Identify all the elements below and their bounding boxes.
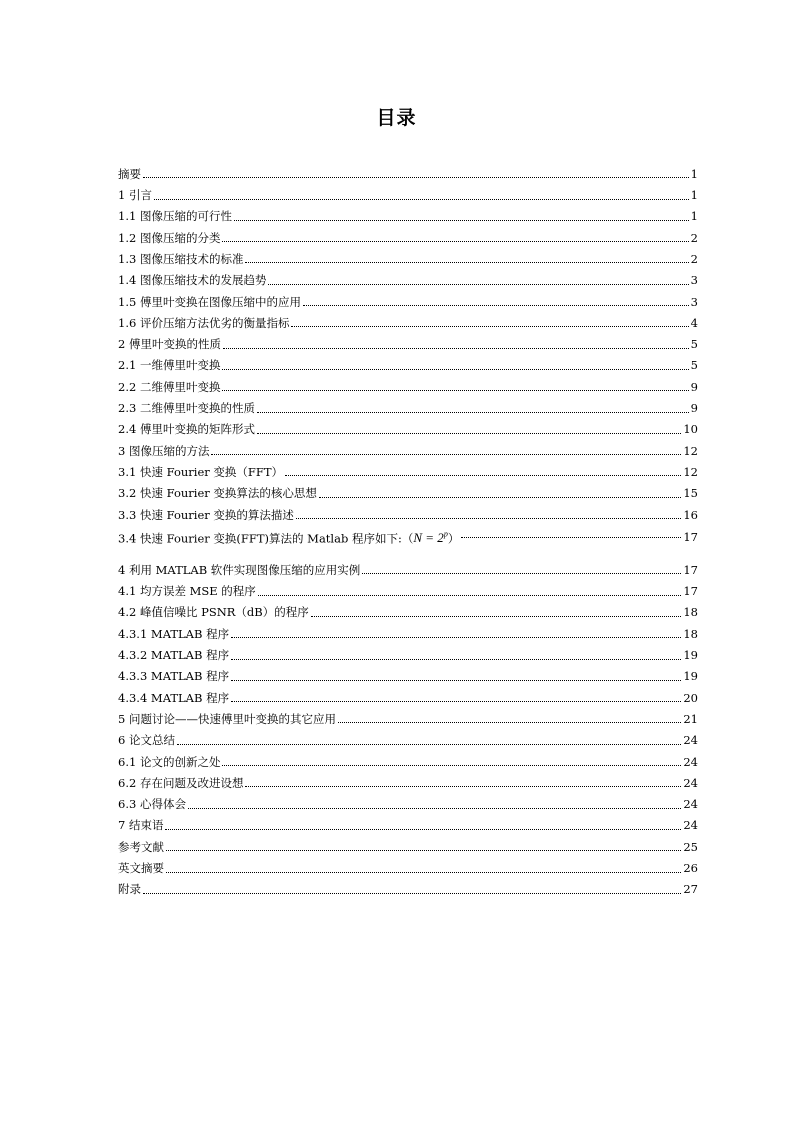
toc-entry-page: 18 [683,605,698,620]
toc-entry-page: 24 [683,733,698,748]
toc-entry[interactable] [118,875,698,896]
toc-entry-page: 17 [683,584,698,599]
toc-entry-label: 3.1 快速 Fourier 变换（FFT） [118,464,284,479]
toc-dot-leader [268,284,688,285]
toc-entry-page: 24 [683,797,698,812]
toc-entry[interactable] [118,725,698,746]
toc-entry-page: 19 [683,669,698,684]
toc-entry-label: 3 图像压缩的方法 [118,443,210,458]
toc-entry-label: 4.3.1 MATLAB 程序 [118,626,230,641]
toc-entry[interactable] [118,393,698,414]
toc-entry[interactable] [118,832,698,853]
toc-entry-label: 4.2 峰值信噪比 PSNR（dB）的程序 [118,605,309,620]
toc-entry-label: 2.2 二维傅里叶变换 [118,379,221,394]
formula-exponent: p [443,530,448,540]
toc-entry[interactable] [118,521,698,555]
toc-dot-leader [143,177,689,178]
toc-entry-page: 5 [690,337,698,352]
toc-entry-label: 1.1 图像压缩的可行性 [118,209,232,224]
toc-entry-label: 参考文献 [118,839,164,854]
toc-entry-label: 1.3 图像压缩技术的标准 [118,251,244,266]
toc-entry[interactable] [118,265,698,286]
toc-entry-label: 1.4 图像压缩技术的发展趋势 [118,273,267,288]
toc-entry[interactable] [118,436,698,457]
toc-entry[interactable] [118,811,698,832]
toc-entry-label: 5 问题讨论——快速傅里叶变换的其它应用 [118,711,336,726]
toc-entry-label: 6 论文总结 [118,733,175,748]
toc-entry[interactable] [118,180,698,201]
toc-entry[interactable] [118,500,698,521]
toc-entry-label: 6.3 心得体会 [118,797,186,812]
toc-entry-page: 12 [683,443,698,458]
toc-dot-leader [311,616,682,617]
toc-entry-label: 2.3 二维傅里叶变换的性质 [118,401,255,416]
toc-entry-page: 25 [683,839,698,854]
toc-entry-page: 1 [690,166,698,181]
toc-dot-leader [257,412,689,413]
toc-entry[interactable] [118,555,698,576]
toc-dot-leader [303,305,689,306]
toc-entry-label: 1.6 评价压缩方法优劣的衡量指标 [118,315,290,330]
toc-entry[interactable] [118,683,698,704]
toc-dot-leader [461,537,681,538]
toc-dot-leader [166,872,681,873]
toc-entry[interactable] [118,244,698,265]
toc-dot-leader [143,893,681,894]
toc-entry[interactable] [118,329,698,350]
toc-entry[interactable] [118,478,698,499]
formula [413,530,447,545]
toc-dot-leader [362,573,681,574]
toc-entry-label: 4.3.2 MATLAB 程序 [118,648,230,663]
toc-entry-label: 4.3.4 MATLAB 程序 [118,690,230,705]
toc-entry-label: 2 傅里叶变换的性质 [118,337,221,352]
toc-entry-label: 附录 [118,882,141,897]
toc-entry-page: 19 [683,648,698,663]
toc-dot-leader [257,433,681,434]
toc-entry-page: 2 [690,251,698,266]
toc-entry[interactable] [118,747,698,768]
toc-entry-page: 15 [683,486,698,501]
toc-entry-page: 4 [690,315,698,330]
toc-entry[interactable] [118,287,698,308]
toc-entry-page: 26 [683,861,698,875]
toc-dot-leader [166,850,681,851]
toc-dot-leader [222,765,681,766]
toc-dot-leader [231,701,681,702]
toc-dot-leader [285,475,681,476]
toc-entry-label: 6.1 论文的创新之处 [118,754,221,769]
toc-entry-page: 2 [690,230,698,245]
toc-dot-leader [177,744,681,745]
toc-entry-page: 1 [690,209,698,224]
toc-dot-leader [234,220,689,221]
toc-entry[interactable] [118,159,698,180]
toc-entry[interactable] [118,372,698,393]
toc-entry-page: 9 [690,379,698,394]
toc-entry-page: 3 [690,273,698,288]
toc-entry[interactable] [118,598,698,619]
toc-entry-page: 20 [683,690,698,705]
toc-entry[interactable] [118,223,698,244]
toc-dot-leader [258,595,682,596]
toc-dot-leader [222,241,688,242]
toc-entry-page: 27 [683,882,698,897]
toc-entry-page: 12 [683,464,698,479]
toc-dot-leader [296,518,681,519]
toc-dot-leader [223,348,689,349]
toc-dot-leader [222,390,688,391]
toc-entry-page: 10 [683,422,698,437]
toc-dot-leader [338,722,681,723]
toc-entry[interactable] [118,415,698,436]
toc-entry[interactable] [118,853,698,874]
toc-entry-label: 4.1 均方误差 MSE 的程序 [118,584,256,599]
toc-dot-leader [245,262,688,263]
toc-entry-page: 5 [690,358,698,373]
toc-entry-label-tail: ） [447,531,460,546]
page-title: 目录 [376,107,417,129]
toc-dot-leader [291,326,688,327]
toc-entry[interactable] [118,619,698,640]
toc-entry-label: 6.2 存在问题及改进设想 [118,775,244,790]
toc-entry[interactable] [118,768,698,789]
toc-entry-label: 2.4 傅里叶变换的矩阵形式 [118,422,255,437]
toc-entry[interactable] [118,662,698,683]
toc-dot-leader [231,680,681,681]
toc-dot-leader [319,497,681,498]
toc-dot-leader [222,369,688,370]
toc-entry-page: 16 [683,507,698,522]
toc-dot-leader [188,808,681,809]
table-of-contents [118,159,698,896]
toc-dot-leader [231,637,681,638]
toc-dot-leader [165,829,681,830]
toc-entry-page: 24 [683,818,698,833]
toc-entry-label-wrap [118,531,460,545]
toc-entry-page: 24 [683,754,698,769]
toc-entry-label: 3.2 快速 Fourier 变换算法的核心思想 [118,486,317,501]
toc-entry[interactable] [118,789,698,810]
toc-entry-page: 17 [683,562,698,577]
toc-dot-leader [154,199,689,200]
toc-entry-page: 1 [690,188,698,203]
toc-entry-label: 3.4 快速 Fourier 变换(FFT)算法的 Matlab 程序如下:（ [118,531,414,546]
toc-entry-page: 18 [683,626,698,641]
toc-entry-label: 3.3 快速 Fourier 变换的算法描述 [118,507,294,522]
toc-entry-label: 4 利用 MATLAB 软件实现图像压缩的应用实例 [118,562,361,577]
toc-entry-label: 7 结束语 [118,818,164,833]
toc-entry[interactable] [118,704,698,725]
toc-dot-leader [231,659,681,660]
toc-entry-label: 英文摘要 [118,861,164,875]
toc-entry-label: 1 引言 [118,188,152,203]
toc-dot-leader [245,786,681,787]
toc-entry[interactable] [118,576,698,597]
toc-entry[interactable] [118,202,698,223]
toc-entry[interactable] [118,457,698,478]
toc-entry-label: 2.1 一维傅里叶变换 [118,358,221,373]
toc-dot-leader [211,454,681,455]
toc-entry-label: 4.3.3 MATLAB 程序 [118,669,230,684]
toc-entry-page: 9 [690,401,698,416]
toc-entry-page: 21 [683,711,698,726]
toc-entry-label: 1.2 图像压缩的分类 [118,230,221,245]
toc-entry[interactable] [118,308,698,329]
toc-entry-page: 3 [690,294,698,309]
toc-entry[interactable] [118,640,698,661]
toc-entry-page: 17 [683,530,698,545]
formula-base: N = 2 [413,530,444,546]
toc-entry-label: 摘要 [118,166,141,181]
toc-entry-page: 24 [683,775,698,790]
toc-entry-label: 1.5 傅里叶变换在图像压缩中的应用 [118,294,301,309]
toc-entry[interactable] [118,351,698,372]
